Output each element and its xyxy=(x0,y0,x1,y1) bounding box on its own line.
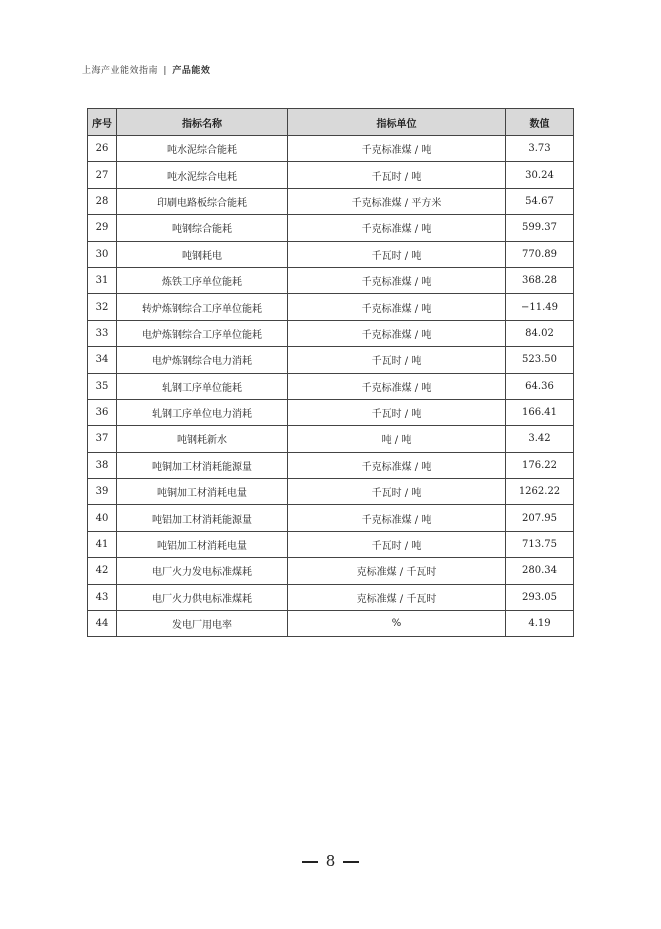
cell-name: 电炉炼钢综合电力消耗 xyxy=(117,347,288,373)
cell-value: 713.75 xyxy=(506,531,574,557)
cell-value: 84.02 xyxy=(506,320,574,346)
cell-unit: 千克标准煤 / 吨 xyxy=(288,215,506,241)
cell-value: 64.36 xyxy=(506,373,574,399)
cell-value: 599.37 xyxy=(506,215,574,241)
cell-name: 转炉炼钢综合工序单位能耗 xyxy=(117,294,288,320)
cell-value: 280.34 xyxy=(506,558,574,584)
cell-name: 电厂火力发电标准煤耗 xyxy=(117,558,288,584)
cell-name: 吨钢耗新水 xyxy=(117,426,288,452)
table-row xyxy=(88,531,574,557)
cell-no: 28 xyxy=(88,188,117,214)
section-title: 产品能效 xyxy=(172,66,211,76)
cell-value: 166.41 xyxy=(506,399,574,425)
cell-value: −11.49 xyxy=(506,294,574,320)
cell-value: 207.95 xyxy=(506,505,574,531)
cell-value: 3.42 xyxy=(506,426,574,452)
cell-name: 炼铁工序单位能耗 xyxy=(117,267,288,293)
col-header-unit: 指标单位 xyxy=(288,109,506,136)
table-row xyxy=(88,294,574,320)
cell-name: 轧钢工序单位能耗 xyxy=(117,373,288,399)
cell-unit: 千瓦时 / 吨 xyxy=(288,241,506,267)
cell-unit: 千克标准煤 / 吨 xyxy=(288,452,506,478)
cell-value: 770.89 xyxy=(506,241,574,267)
footer-dash-right xyxy=(343,861,359,863)
cell-unit: 千瓦时 / 吨 xyxy=(288,347,506,373)
table-row xyxy=(88,347,574,373)
table-row xyxy=(88,399,574,425)
table-row xyxy=(88,267,574,293)
cell-unit: 千克标准煤 / 吨 xyxy=(288,320,506,346)
cell-no: 40 xyxy=(88,505,117,531)
cell-no: 30 xyxy=(88,241,117,267)
cell-unit: % xyxy=(288,611,506,637)
table-row xyxy=(88,452,574,478)
table-row xyxy=(88,611,574,637)
doc-title: 上海产业能效指南 xyxy=(82,66,159,76)
cell-value: 3.73 xyxy=(506,136,574,162)
cell-value: 293.05 xyxy=(506,584,574,610)
cell-value: 523.50 xyxy=(506,347,574,373)
running-head xyxy=(82,63,210,76)
col-header-value: 数值 xyxy=(506,109,574,136)
cell-unit: 千克标准煤 / 平方米 xyxy=(288,188,506,214)
cell-value: 176.22 xyxy=(506,452,574,478)
cell-unit: 千瓦时 / 吨 xyxy=(288,479,506,505)
cell-value: 4.19 xyxy=(506,611,574,637)
cell-name: 吨铜加工材消耗电量 xyxy=(117,479,288,505)
cell-value: 1262.22 xyxy=(506,479,574,505)
footer-dash-left xyxy=(302,861,318,863)
table-row xyxy=(88,320,574,346)
cell-no: 35 xyxy=(88,373,117,399)
cell-no: 36 xyxy=(88,399,117,425)
cell-name: 吨水泥综合能耗 xyxy=(117,136,288,162)
cell-name: 吨水泥综合电耗 xyxy=(117,162,288,188)
table-header-row xyxy=(88,109,574,136)
cell-no: 42 xyxy=(88,558,117,584)
table-row xyxy=(88,584,574,610)
cell-unit: 千克标准煤 / 吨 xyxy=(288,136,506,162)
cell-name: 吨铝加工材消耗能源量 xyxy=(117,505,288,531)
cell-name: 吨铝加工材消耗电量 xyxy=(117,531,288,557)
cell-no: 37 xyxy=(88,426,117,452)
cell-unit: 千瓦时 / 吨 xyxy=(288,162,506,188)
indicator-table xyxy=(87,108,574,637)
cell-unit: 克标准煤 / 千瓦时 xyxy=(288,558,506,584)
header-separator: | xyxy=(163,66,167,76)
cell-name: 发电厂用电率 xyxy=(117,611,288,637)
cell-value: 368.28 xyxy=(506,267,574,293)
cell-unit: 克标准煤 / 千瓦时 xyxy=(288,584,506,610)
table-row xyxy=(88,426,574,452)
cell-unit: 千克标准煤 / 吨 xyxy=(288,373,506,399)
cell-unit: 千克标准煤 / 吨 xyxy=(288,294,506,320)
table-row xyxy=(88,136,574,162)
table-row xyxy=(88,188,574,214)
col-header-no: 序号 xyxy=(88,109,117,136)
cell-value: 54.67 xyxy=(506,188,574,214)
table-row xyxy=(88,162,574,188)
cell-no: 41 xyxy=(88,531,117,557)
cell-name: 吨铜加工材消耗能源量 xyxy=(117,452,288,478)
cell-no: 44 xyxy=(88,611,117,637)
col-header-name: 指标名称 xyxy=(117,109,288,136)
cell-no: 34 xyxy=(88,347,117,373)
table-row xyxy=(88,241,574,267)
table-row xyxy=(88,373,574,399)
table-row xyxy=(88,505,574,531)
cell-unit: 吨 / 吨 xyxy=(288,426,506,452)
cell-no: 27 xyxy=(88,162,117,188)
cell-no: 29 xyxy=(88,215,117,241)
table-row xyxy=(88,558,574,584)
cell-name: 印刷电路板综合能耗 xyxy=(117,188,288,214)
cell-no: 31 xyxy=(88,267,117,293)
cell-unit: 千瓦时 / 吨 xyxy=(288,531,506,557)
table-row xyxy=(88,479,574,505)
table-row xyxy=(88,215,574,241)
cell-value: 30.24 xyxy=(506,162,574,188)
cell-name: 电厂火力供电标准煤耗 xyxy=(117,584,288,610)
cell-no: 43 xyxy=(88,584,117,610)
cell-no: 38 xyxy=(88,452,117,478)
page-footer xyxy=(0,852,661,870)
cell-unit: 千瓦时 / 吨 xyxy=(288,399,506,425)
cell-no: 26 xyxy=(88,136,117,162)
cell-name: 电炉炼钢综合工序单位能耗 xyxy=(117,320,288,346)
cell-no: 39 xyxy=(88,479,117,505)
page-number: 8 xyxy=(325,852,336,870)
cell-unit: 千克标准煤 / 吨 xyxy=(288,267,506,293)
cell-name: 轧钢工序单位电力消耗 xyxy=(117,399,288,425)
cell-no: 32 xyxy=(88,294,117,320)
cell-name: 吨钢耗电 xyxy=(117,241,288,267)
cell-unit: 千克标准煤 / 吨 xyxy=(288,505,506,531)
cell-no: 33 xyxy=(88,320,117,346)
cell-name: 吨钢综合能耗 xyxy=(117,215,288,241)
